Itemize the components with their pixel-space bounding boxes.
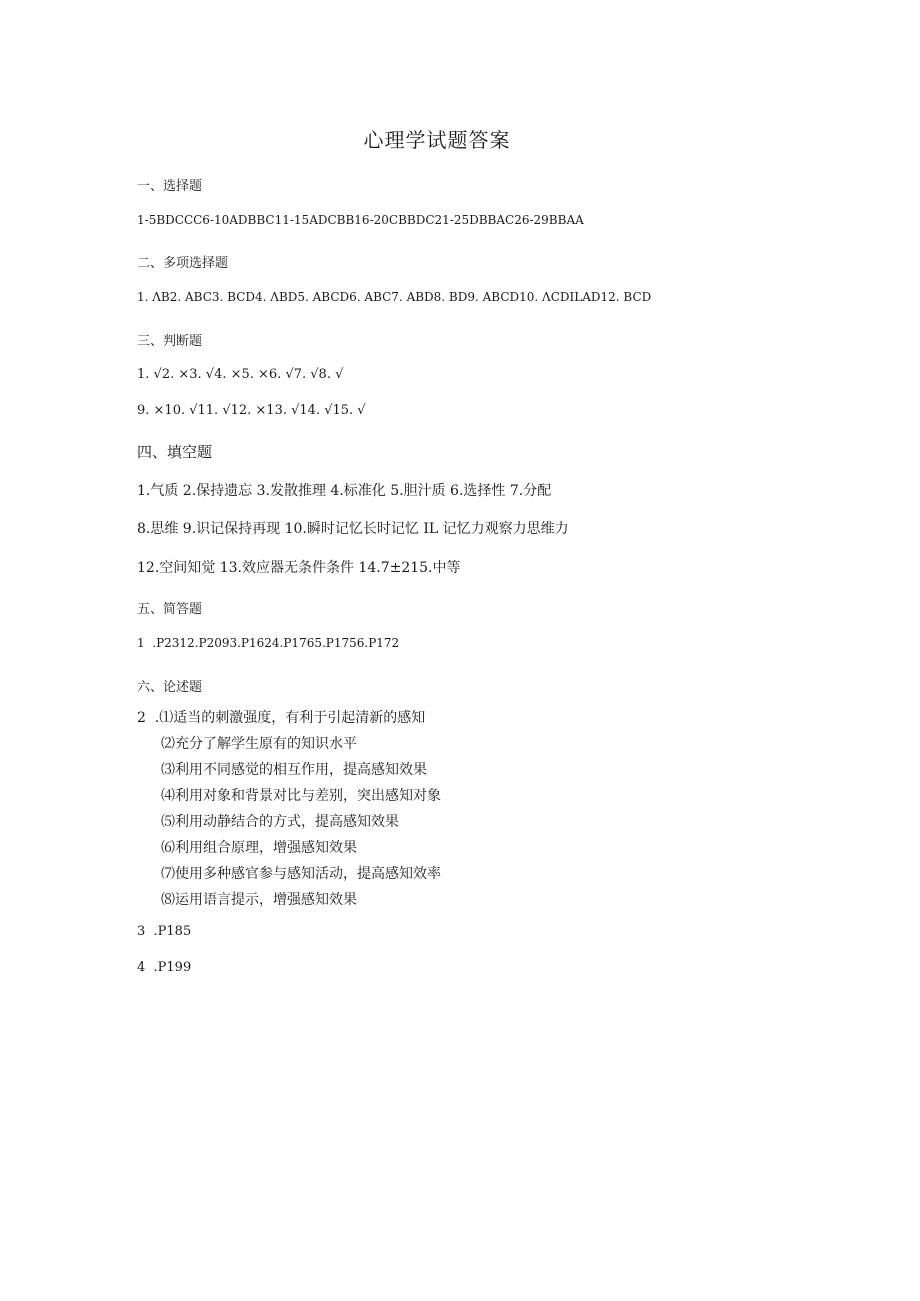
answer-line: 8.思维 9.识记保持再现 10.瞬时记忆长时记忆 IL 记忆力观察力思维力 bbox=[137, 521, 569, 537]
essay-point: ⑻运用语言提示，增强感知效果 bbox=[161, 892, 357, 908]
essay-point: ⑺使用多种感官参与感知活动，提高感知效率 bbox=[161, 866, 441, 882]
section-heading-fill-blank: 四、填空题 bbox=[137, 443, 213, 461]
section-heading-true-false: 三、判断题 bbox=[137, 334, 203, 349]
section-heading-short-answer: 五、简答题 bbox=[137, 602, 203, 617]
answer-line: 1-5BDCCC6-10ADBBC11-15ADCBB16-20CBBDC21-25DBBAC26-29BBAA bbox=[137, 213, 584, 227]
answer-line: 1.气质 2.保持遗忘 3.发散推理 4.标准化 5.胆汁质 6.选择性 7.分配 bbox=[137, 483, 552, 499]
section-heading-choice: 一、选择题 bbox=[137, 179, 203, 194]
answer-line: 3 .P185 bbox=[137, 924, 192, 939]
answer-line: 1 .P2312.P2093.P1624.P1765.P1756.P172 bbox=[137, 636, 400, 650]
answer-line: 4 .P199 bbox=[137, 960, 192, 975]
answer-line: 9. ×10. √11. √12. ×13. √14. √15. √ bbox=[137, 403, 366, 418]
section-heading-essay: 六、论述题 bbox=[137, 680, 203, 695]
answer-line: 1. √2. ×3. √4. ×5. ×6. √7. √8. √ bbox=[137, 367, 344, 382]
document-title: 心理学试题答案 bbox=[363, 128, 511, 152]
answer-line: 12.空间知觉 13.效应器无条件条件 14.7±215.中等 bbox=[137, 560, 461, 576]
essay-point: ⑸利用动静结合的方式，提高感知效果 bbox=[161, 814, 399, 830]
essay-point: ⑶利用不同感觉的相互作用，提高感知效果 bbox=[161, 762, 427, 778]
section-heading-multiple-choice: 二、多项选择题 bbox=[137, 256, 229, 271]
essay-point: ⑹利用组合原理，增强感知效果 bbox=[161, 840, 357, 856]
essay-point: ⑷利用对象和背景对比与差别，突出感知对象 bbox=[161, 788, 441, 804]
answer-line: 1. ΛB2. ABC3. BCD4. ΛBD5. ABCD6. ABC7. ABD8. BD9. ABCD10. ΛCDILAD12. BCD bbox=[137, 290, 652, 304]
essay-point: 2 .⑴适当的刺激强度，有利于引起清新的感知 bbox=[137, 710, 426, 726]
essay-point: ⑵充分了解学生原有的知识水平 bbox=[161, 736, 357, 752]
